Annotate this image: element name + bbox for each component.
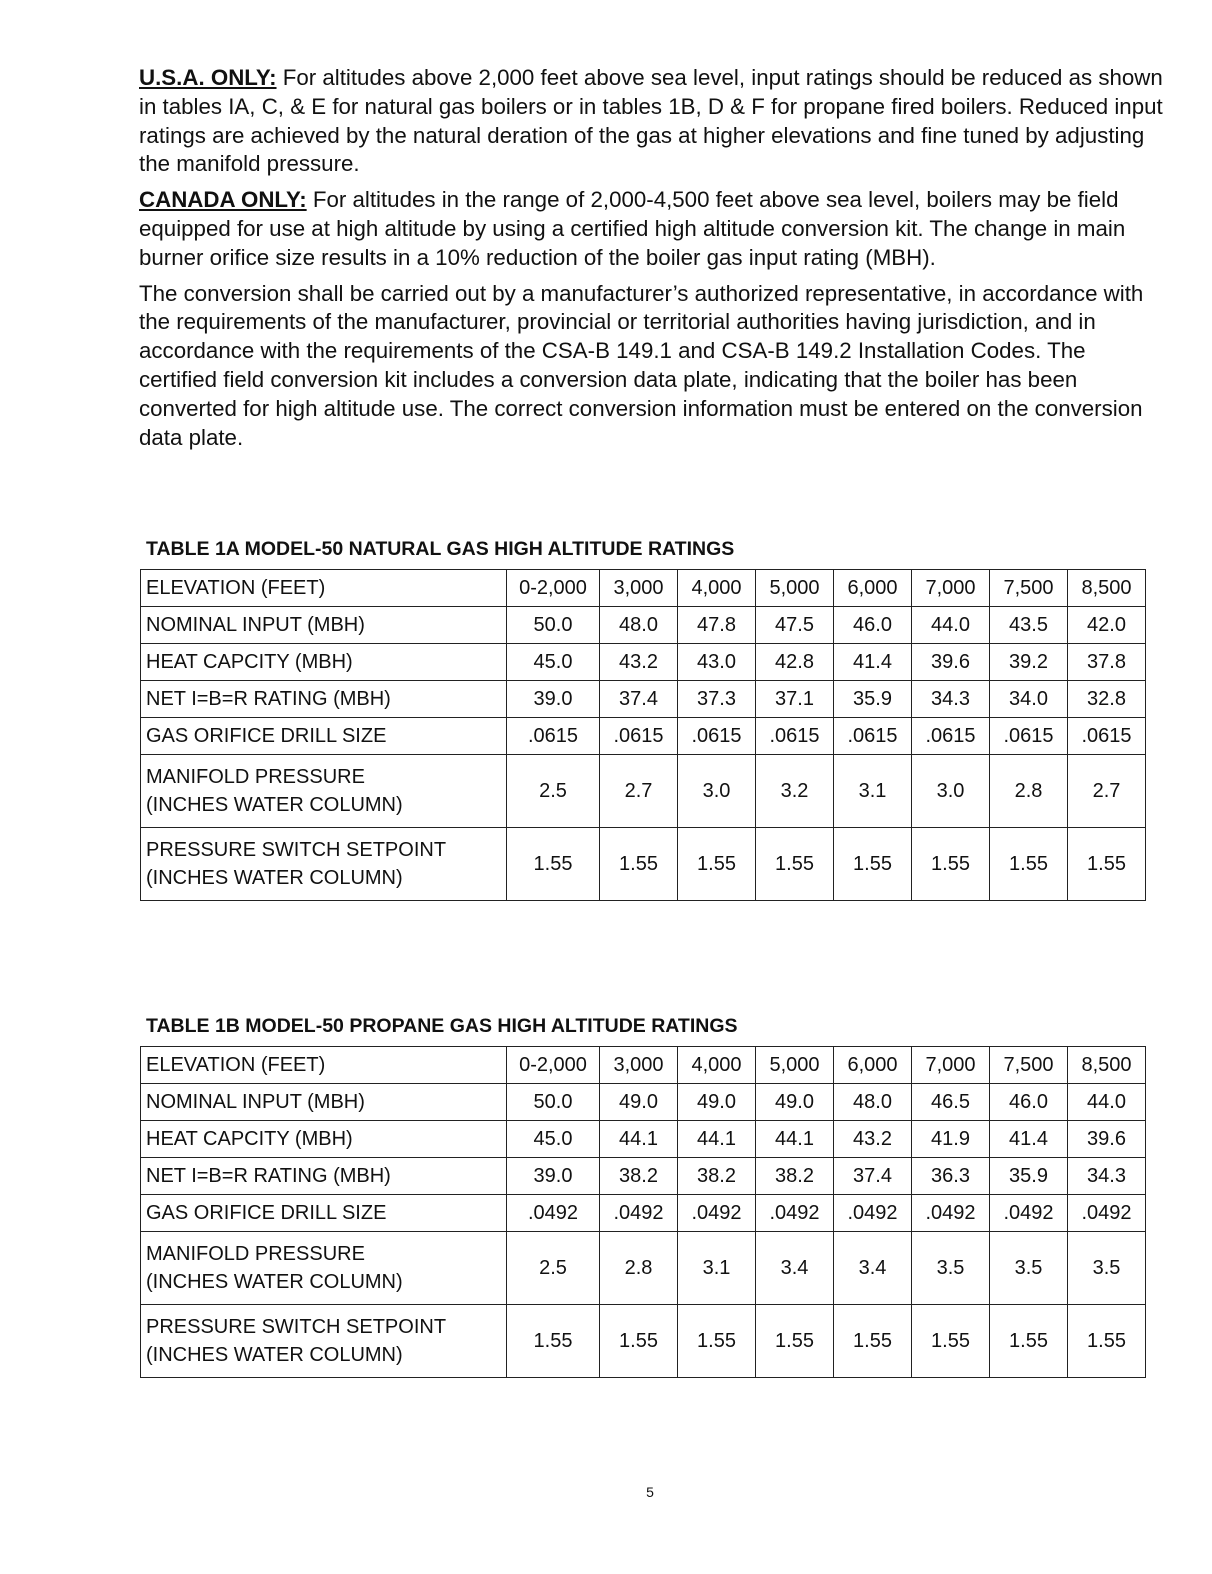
table-cell: .0615 bbox=[990, 718, 1068, 755]
table-cell: 37.8 bbox=[1068, 644, 1146, 681]
table-cell: 3.0 bbox=[912, 755, 990, 828]
table-cell: 1.55 bbox=[600, 828, 678, 901]
table-cell: 2.5 bbox=[507, 755, 600, 828]
table-cell: 39.2 bbox=[990, 644, 1068, 681]
row-label-line: (INCHES WATER COLUMN) bbox=[146, 1271, 403, 1293]
table-cell: 5,000 bbox=[756, 570, 834, 607]
table-cell: 1.55 bbox=[507, 828, 600, 901]
table-cell: 2.5 bbox=[507, 1232, 600, 1305]
table-row bbox=[141, 828, 1146, 901]
table-1b-title: TABLE 1B MODEL-50 PROPANE GAS HIGH ALTITUDE RATINGS bbox=[146, 1015, 738, 1037]
table-cell: 43.0 bbox=[678, 644, 756, 681]
table-cell: 2.7 bbox=[600, 755, 678, 828]
table-cell: 3.4 bbox=[756, 1232, 834, 1305]
table-cell: 38.2 bbox=[600, 1158, 678, 1195]
table-cell: 44.1 bbox=[600, 1121, 678, 1158]
table-cell: 39.6 bbox=[912, 644, 990, 681]
table-cell: 3.1 bbox=[834, 755, 912, 828]
table-cell: 37.1 bbox=[756, 681, 834, 718]
table-cell: 47.5 bbox=[756, 607, 834, 644]
table-cell: 8,500 bbox=[1068, 1047, 1146, 1084]
row-label-line: GAS ORIFICE DRILL SIZE bbox=[146, 725, 387, 747]
table-cell: 42.0 bbox=[1068, 607, 1146, 644]
table-cell: 34.3 bbox=[1068, 1158, 1146, 1195]
paragraph-canada bbox=[139, 186, 1169, 272]
table-cell: 6,000 bbox=[834, 1047, 912, 1084]
table-cell: 3,000 bbox=[600, 1047, 678, 1084]
row-label bbox=[141, 755, 507, 828]
table-cell: 48.0 bbox=[600, 607, 678, 644]
table-cell: 7,000 bbox=[912, 1047, 990, 1084]
table-cell: 47.8 bbox=[678, 607, 756, 644]
table-cell: .0492 bbox=[834, 1195, 912, 1232]
table-cell: 1.55 bbox=[507, 1305, 600, 1378]
row-label-line: MANIFOLD PRESSURE bbox=[146, 1243, 365, 1265]
paragraph-text: For altitudes in the range of 2,000-4,500 feet above sea level, boilers may be field equipped for use at high altitude by using a certified high altitude conversion kit. The change in main burner orifice size results in a 10% reduction of the boiler gas input rating (MBH). bbox=[139, 187, 1126, 270]
table-cell: 3.5 bbox=[990, 1232, 1068, 1305]
table-row bbox=[141, 607, 1146, 644]
row-label-line: PRESSURE SWITCH SETPOINT bbox=[146, 839, 447, 861]
table-1b-propane-gas bbox=[140, 1046, 1146, 1378]
table-cell: 2.8 bbox=[990, 755, 1068, 828]
row-label bbox=[141, 1084, 507, 1121]
table-cell: 38.2 bbox=[678, 1158, 756, 1195]
table-cell: .0615 bbox=[1068, 718, 1146, 755]
table-cell: 46.0 bbox=[834, 607, 912, 644]
row-label bbox=[141, 607, 507, 644]
row-label bbox=[141, 644, 507, 681]
table-cell: 43.2 bbox=[600, 644, 678, 681]
table-cell: 45.0 bbox=[507, 644, 600, 681]
table-cell: 4,000 bbox=[678, 570, 756, 607]
table-row bbox=[141, 1047, 1146, 1084]
table-cell: 1.55 bbox=[834, 1305, 912, 1378]
table-row bbox=[141, 1305, 1146, 1378]
table-cell: 39.6 bbox=[1068, 1121, 1146, 1158]
body-text bbox=[139, 64, 1169, 459]
table-cell: .0615 bbox=[912, 718, 990, 755]
table-cell: 43.2 bbox=[834, 1121, 912, 1158]
table-cell: 39.0 bbox=[507, 681, 600, 718]
table-cell: 50.0 bbox=[507, 1084, 600, 1121]
table-cell: .0615 bbox=[507, 718, 600, 755]
table-cell: 41.4 bbox=[990, 1121, 1068, 1158]
table-cell: 43.5 bbox=[990, 607, 1068, 644]
table-cell: .0492 bbox=[600, 1195, 678, 1232]
paragraph-conversion bbox=[139, 280, 1169, 453]
table-row bbox=[141, 1195, 1146, 1232]
table-cell: 39.0 bbox=[507, 1158, 600, 1195]
table-cell: 2.7 bbox=[1068, 755, 1146, 828]
table-cell: 3.5 bbox=[1068, 1232, 1146, 1305]
table-cell: 7,000 bbox=[912, 570, 990, 607]
row-label bbox=[141, 718, 507, 755]
table-1a-title: TABLE 1A MODEL-50 NATURAL GAS HIGH ALTITUDE RATINGS bbox=[146, 538, 735, 560]
table-cell: 1.55 bbox=[1068, 828, 1146, 901]
table-cell: 41.9 bbox=[912, 1121, 990, 1158]
table-cell: 3.0 bbox=[678, 755, 756, 828]
table-cell: 3.5 bbox=[912, 1232, 990, 1305]
table-cell: 36.3 bbox=[912, 1158, 990, 1195]
row-label-line: NET I=B=R RATING (MBH) bbox=[146, 688, 391, 710]
table-cell: 37.4 bbox=[834, 1158, 912, 1195]
table-1a-natural-gas bbox=[140, 569, 1146, 901]
table-cell: 3.4 bbox=[834, 1232, 912, 1305]
table-cell: .0492 bbox=[912, 1195, 990, 1232]
row-label bbox=[141, 1121, 507, 1158]
table-cell: 32.8 bbox=[1068, 681, 1146, 718]
row-label-line: NET I=B=R RATING (MBH) bbox=[146, 1165, 391, 1187]
table-cell: 1.55 bbox=[600, 1305, 678, 1378]
table-cell: .0615 bbox=[834, 718, 912, 755]
table-row bbox=[141, 570, 1146, 607]
usa-only-heading: U.S.A. ONLY: bbox=[139, 65, 277, 90]
table-row bbox=[141, 644, 1146, 681]
row-label-line: ELEVATION (FEET) bbox=[146, 1054, 326, 1076]
row-label-line: PRESSURE SWITCH SETPOINT bbox=[146, 1316, 447, 1338]
table-cell: 44.0 bbox=[912, 607, 990, 644]
paragraph-usa bbox=[139, 64, 1169, 179]
table-cell: 50.0 bbox=[507, 607, 600, 644]
table-cell: 42.8 bbox=[756, 644, 834, 681]
table-cell: 49.0 bbox=[678, 1084, 756, 1121]
table-cell: .0615 bbox=[600, 718, 678, 755]
row-label-line: HEAT CAPCITY (MBH) bbox=[146, 651, 353, 673]
table-cell: 3,000 bbox=[600, 570, 678, 607]
row-label-line: NOMINAL INPUT (MBH) bbox=[146, 1091, 365, 1113]
row-label bbox=[141, 1047, 507, 1084]
table-cell: .0492 bbox=[678, 1195, 756, 1232]
table-row bbox=[141, 1121, 1146, 1158]
table-cell: 1.55 bbox=[990, 828, 1068, 901]
table-cell: 34.0 bbox=[990, 681, 1068, 718]
row-label bbox=[141, 1158, 507, 1195]
row-label-line: MANIFOLD PRESSURE bbox=[146, 766, 365, 788]
table-cell: .0492 bbox=[990, 1195, 1068, 1232]
row-label-line: NOMINAL INPUT (MBH) bbox=[146, 614, 365, 636]
paragraph-text: For altitudes above 2,000 feet above sea level, input ratings should be reduced as shown in tables IA, C, & E for natural gas boilers or in tables 1B, D & F for propane fired boilers. Reduced input ratings are achieved by the natural deration of the gas at higher elevations and fine tuned by adjusting the manifold pressure. bbox=[139, 65, 1163, 177]
table-cell: .0615 bbox=[756, 718, 834, 755]
table-cell: 6,000 bbox=[834, 570, 912, 607]
table-cell: 37.4 bbox=[600, 681, 678, 718]
row-label bbox=[141, 828, 507, 901]
table-cell: 1.55 bbox=[756, 828, 834, 901]
table-row bbox=[141, 718, 1146, 755]
table-cell: .0492 bbox=[1068, 1195, 1146, 1232]
table-cell: 1.55 bbox=[990, 1305, 1068, 1378]
page-number: 5 bbox=[646, 1484, 654, 1500]
table-cell: 1.55 bbox=[756, 1305, 834, 1378]
table-cell: 46.5 bbox=[912, 1084, 990, 1121]
table-cell: 38.2 bbox=[756, 1158, 834, 1195]
table-cell: 45.0 bbox=[507, 1121, 600, 1158]
row-label bbox=[141, 681, 507, 718]
table-cell: 0-2,000 bbox=[507, 570, 600, 607]
paragraph-text: The conversion shall be carried out by a manufacturer’s authorized representative, in accordance with the requirements of the manufacturer, provincial or territorial authorities having jurisdiction, and in accordance with the requirements of the CSA-B 149.1 and CSA-B 149.2 Installation Codes. The certified field conversion kit includes a conversion data plate, indicating that the boiler has been converted for high altitude use. The correct conversion information must be entered on the conversion data plate. bbox=[139, 280, 1144, 450]
row-label bbox=[141, 1305, 507, 1378]
table-cell: 7,500 bbox=[990, 570, 1068, 607]
table-cell: 5,000 bbox=[756, 1047, 834, 1084]
table-cell: 4,000 bbox=[678, 1047, 756, 1084]
table-cell: 8,500 bbox=[1068, 570, 1146, 607]
row-label bbox=[141, 1232, 507, 1305]
table-cell: 34.3 bbox=[912, 681, 990, 718]
row-label-line: (INCHES WATER COLUMN) bbox=[146, 867, 403, 889]
table-cell: 44.0 bbox=[1068, 1084, 1146, 1121]
table-cell: 35.9 bbox=[990, 1158, 1068, 1195]
table-cell: 49.0 bbox=[600, 1084, 678, 1121]
table-cell: 1.55 bbox=[912, 1305, 990, 1378]
table-row bbox=[141, 1158, 1146, 1195]
table-cell: 2.8 bbox=[600, 1232, 678, 1305]
table-cell: .0492 bbox=[756, 1195, 834, 1232]
table-cell: 1.55 bbox=[1068, 1305, 1146, 1378]
table-cell: 1.55 bbox=[678, 828, 756, 901]
table-cell: 44.1 bbox=[678, 1121, 756, 1158]
row-label-line: HEAT CAPCITY (MBH) bbox=[146, 1128, 353, 1150]
row-label bbox=[141, 1195, 507, 1232]
table-row bbox=[141, 1084, 1146, 1121]
table-row bbox=[141, 755, 1146, 828]
table-cell: .0615 bbox=[678, 718, 756, 755]
row-label-line: (INCHES WATER COLUMN) bbox=[146, 1344, 403, 1366]
table-cell: 7,500 bbox=[990, 1047, 1068, 1084]
table-cell: 35.9 bbox=[834, 681, 912, 718]
table-cell: 37.3 bbox=[678, 681, 756, 718]
table-cell: .0492 bbox=[507, 1195, 600, 1232]
table-cell: 41.4 bbox=[834, 644, 912, 681]
table-cell: 1.55 bbox=[912, 828, 990, 901]
table-row bbox=[141, 681, 1146, 718]
table-cell: 44.1 bbox=[756, 1121, 834, 1158]
row-label-line: GAS ORIFICE DRILL SIZE bbox=[146, 1202, 387, 1224]
row-label bbox=[141, 570, 507, 607]
row-label-line: (INCHES WATER COLUMN) bbox=[146, 794, 403, 816]
table-cell: 1.55 bbox=[834, 828, 912, 901]
table-cell: 46.0 bbox=[990, 1084, 1068, 1121]
canada-only-heading: CANADA ONLY: bbox=[139, 187, 307, 213]
table-row bbox=[141, 1232, 1146, 1305]
table-cell: 3.1 bbox=[678, 1232, 756, 1305]
table-cell: 48.0 bbox=[834, 1084, 912, 1121]
row-label-line: ELEVATION (FEET) bbox=[146, 577, 326, 599]
table-cell: 0-2,000 bbox=[507, 1047, 600, 1084]
table-cell: 1.55 bbox=[678, 1305, 756, 1378]
table-cell: 49.0 bbox=[756, 1084, 834, 1121]
table-cell: 3.2 bbox=[756, 755, 834, 828]
